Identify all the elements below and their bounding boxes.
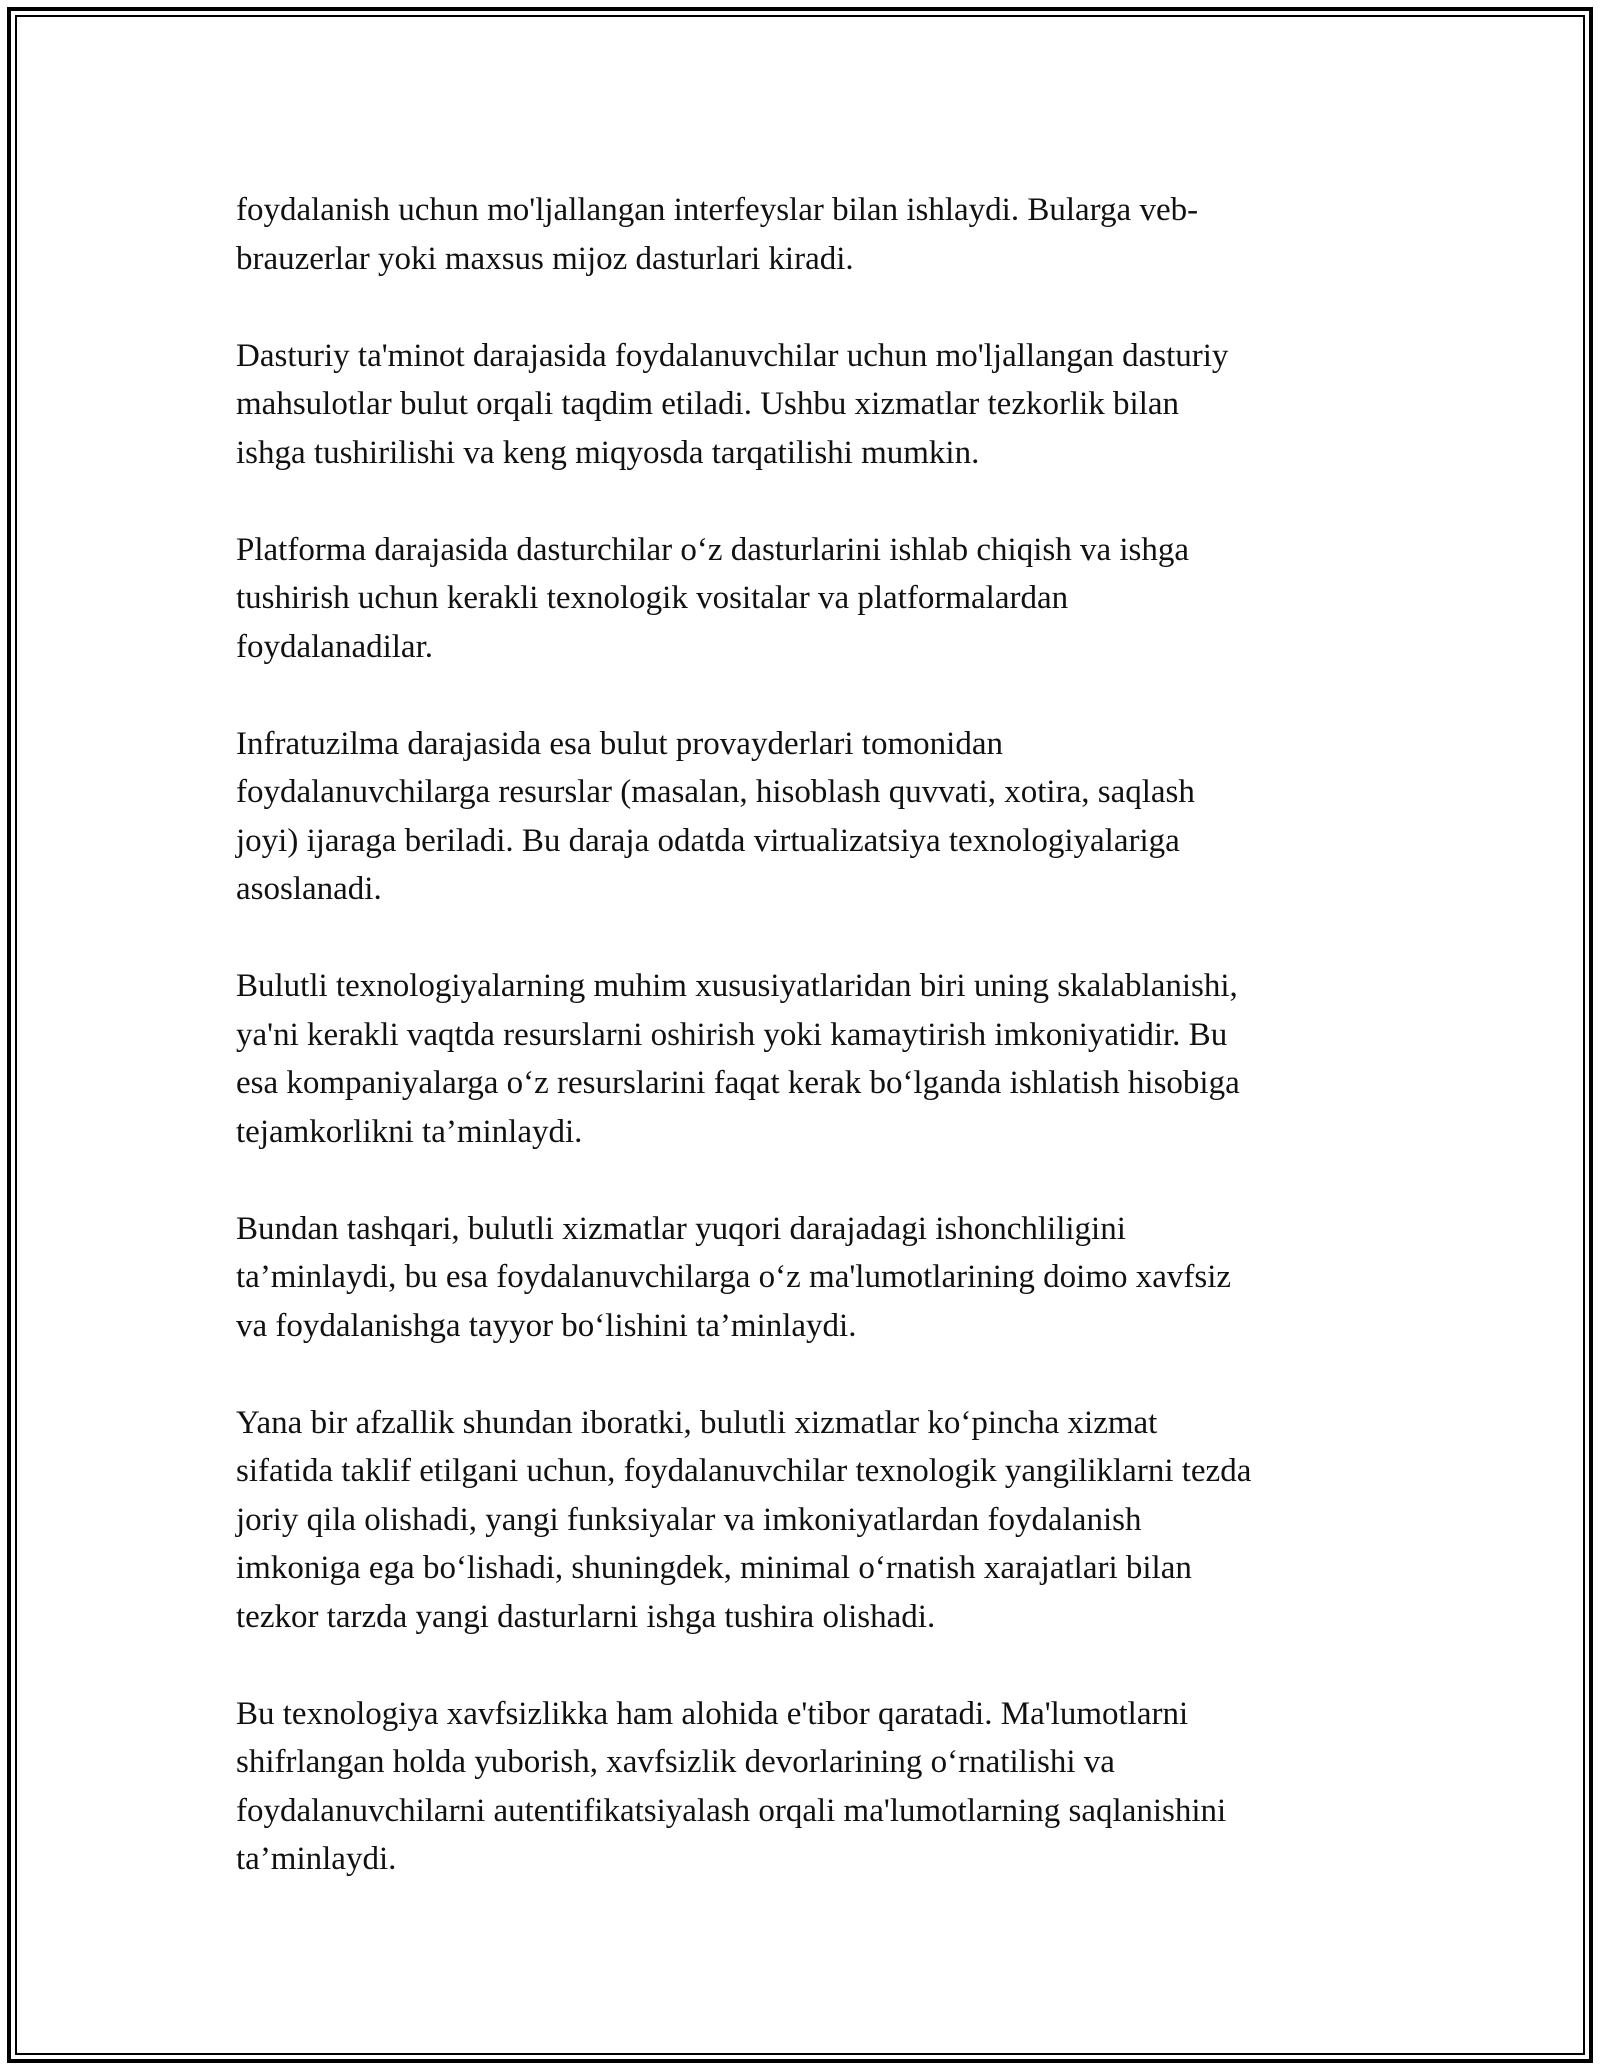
paragraph-interfaces: foydalanish uchun mo'ljallangan interfeyslar bilan ishlaydi. Bularga veb- brauzerlar yoki maxsus mijoz dasturlari kiradi. (236, 192, 1199, 277)
paragraph-infrastructure-level: Infratuzilma darajasida esa bulut provayderlari tomonidan foydalanuvchilarga resurslar (masalan, hisoblash quvvati, xotira, saqlash joyi) ijaraga beriladi. Bu daraja odatda virtualizatsiya texnologiyalariga asoslanadi. (236, 725, 1195, 907)
document-body (236, 186, 1366, 1932)
paragraph-advantages: Yana bir afzallik shundan iboratki, bulutli xizmatlar koʻpincha xizmat sifatida taklif etilgani uchun, foydalanuvchilar texnologik yangiliklarni tezda joriy qila olishadi, yangi funksiyalar va imkoniyatlardan foydalanish imkoniga ega boʻlishadi, shuningdek, minimal oʻrnatish xarajatlari bilan tezkor tarzda yangi dasturlarni ishga tushira olishadi. (236, 1404, 1252, 1635)
paragraph-scalability: Bulutli texnologiyalarning muhim xususiyatlaridan biri uning skalablanishi, ya'ni kerakli vaqtda resurslarni oshirish yoki kamaytirish imkoniyatidir. Bu esa kompaniyalarga oʻz resurslarini faqat kerak boʻlganda ishlatish hisobiga tejamkorlikni ta’minlaydi. (236, 968, 1240, 1150)
paragraph-reliability: Bundan tashqari, bulutli xizmatlar yuqori darajadagi ishonchliligini ta’minlaydi, bu esa foydalanuvchilarga oʻz ma'lumotlarining doimo xavfsiz va foydalanishga tayyor boʻlishini ta’minlaydi. (236, 1210, 1232, 1344)
paragraph-security: Bu texnologiya xavfsizlikka ham alohida e'tibor qaratadi. Ma'lumotlarni shifrlangan holda yuborish, xavfsizlik devorlarining oʻrnatilishi va foydalanuvchilarni autentifikatsiyalash orqali ma'lumotlarning saqlanishini ta’minlaydi. (236, 1695, 1227, 1877)
paragraph-platform-level: Platforma darajasida dasturchilar oʻz dasturlarini ishlab chiqish va ishga tushirish uchun kerakli texnologik vositalar va platformalardan foydalanadilar. (236, 531, 1190, 665)
paragraph-software-level: Dasturiy ta'minot darajasida foydalanuvchilar uchun mo'ljallangan dasturiy mahsulotlar bulut orqali taqdim etiladi. Ushbu xizmatlar tezkorlik bilan ishga tushirilishi va keng miqyosda tarqatilishi mumkin. (236, 337, 1229, 471)
